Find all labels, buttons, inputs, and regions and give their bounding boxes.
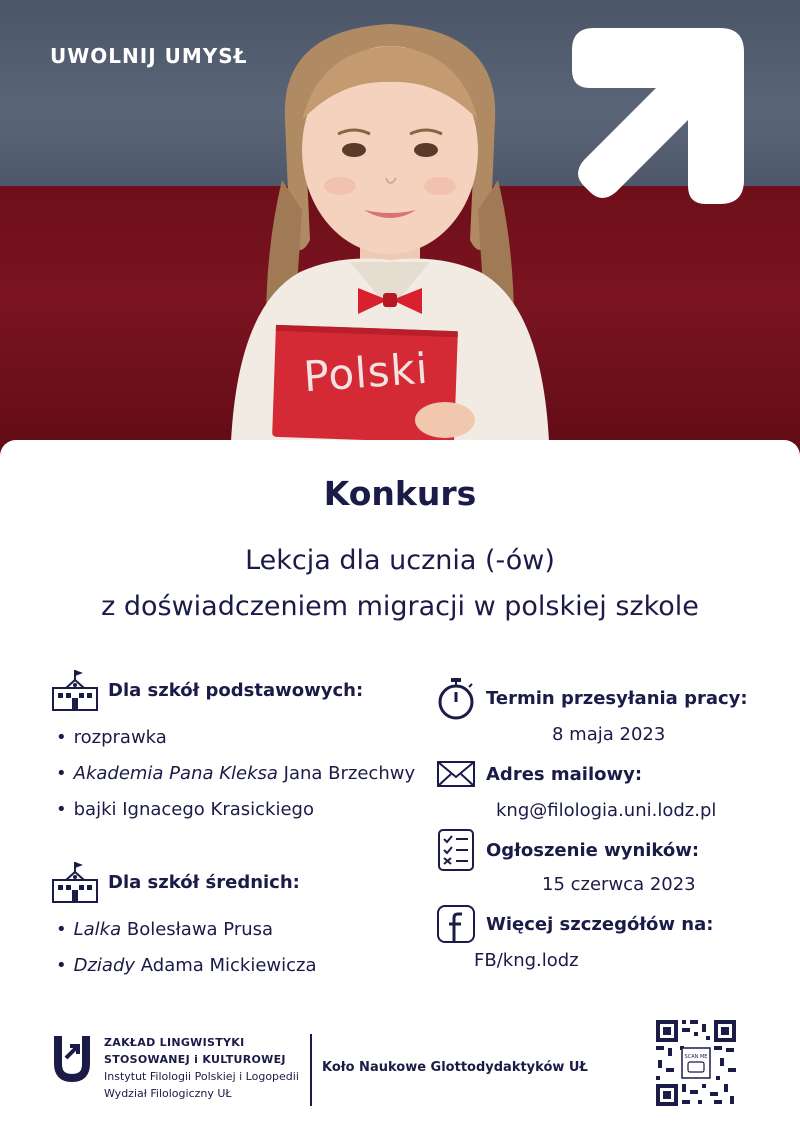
subtitle-line-1: Lekcja dla ucznia (-ów) [245, 545, 555, 576]
email-value[interactable]: kng@filologia.uni.lodz.pl [496, 800, 717, 821]
department-line-1: ZAKŁAD LINGWISTYKI [104, 1036, 245, 1049]
secondary-schools-label: Dla szkół średnich: [108, 871, 300, 893]
list-item: • rozprawka [50, 720, 430, 756]
list-item: • Lalka Bolesława Prusa [50, 912, 430, 948]
stopwatch-icon [436, 676, 476, 720]
list-item: • Dziady Adama Mickiewicza [50, 948, 430, 984]
envelope-icon [436, 752, 476, 796]
school-icon [50, 860, 100, 904]
institute-name: Instytut Filologii Polskiej i Logopedii [104, 1070, 299, 1083]
primary-topics-list [50, 720, 430, 828]
details-label: Więcej szczegółów na: [486, 913, 714, 935]
school-icon [50, 668, 100, 712]
hero-banner [0, 0, 800, 470]
page-subtitle [0, 538, 800, 630]
department-line-2: STOSOWANEJ i KULTUROWEJ [104, 1053, 286, 1066]
footer-divider [310, 1034, 312, 1106]
deadline-label: Termin przesyłania pracy: [486, 687, 748, 709]
school-categories [50, 668, 430, 984]
email-heading [436, 752, 642, 796]
page-title: Konkurs [323, 474, 477, 513]
results-value: 15 czerwca 2023 [542, 874, 696, 895]
qr-scan-label: SCAN ME [684, 1054, 708, 1060]
deadline-value: 8 maja 2023 [552, 724, 666, 745]
university-logo-icon [48, 1034, 92, 1084]
details-heading [436, 902, 713, 946]
list-item: • Akademia Pana Kleksa Jana Brzechwy [50, 756, 430, 792]
details-value[interactable]: FB/kng.lodz [474, 950, 579, 971]
student-circle-name: Koło Naukowe Glottodydaktyków UŁ [322, 1060, 588, 1075]
email-label: Adres mailowy: [486, 763, 643, 785]
secondary-schools-heading [50, 860, 430, 904]
girl-illustration [190, 10, 590, 470]
faculty-name: Wydział Filologiczny UŁ [104, 1087, 232, 1100]
arrow-logo-icon [572, 28, 744, 204]
slogan: UWOLNIJ UMYSŁ [50, 44, 248, 68]
subtitle-line-2: z doświadczeniem migracji w polskiej szkole [101, 591, 699, 622]
book-title: Polski [301, 343, 431, 402]
primary-schools-heading [50, 668, 430, 712]
department-name [104, 1034, 299, 1102]
results-heading [436, 828, 699, 872]
checklist-icon [436, 828, 476, 872]
results-label: Ogłoszenie wyników: [486, 839, 700, 861]
qr-code[interactable] [654, 1018, 738, 1108]
secondary-topics-list [50, 912, 430, 984]
list-item: • bajki Ignacego Krasickiego [50, 792, 430, 828]
primary-schools-label: Dla szkół podstawowych: [108, 679, 364, 701]
facebook-icon [436, 902, 476, 946]
deadline-heading [436, 676, 748, 720]
